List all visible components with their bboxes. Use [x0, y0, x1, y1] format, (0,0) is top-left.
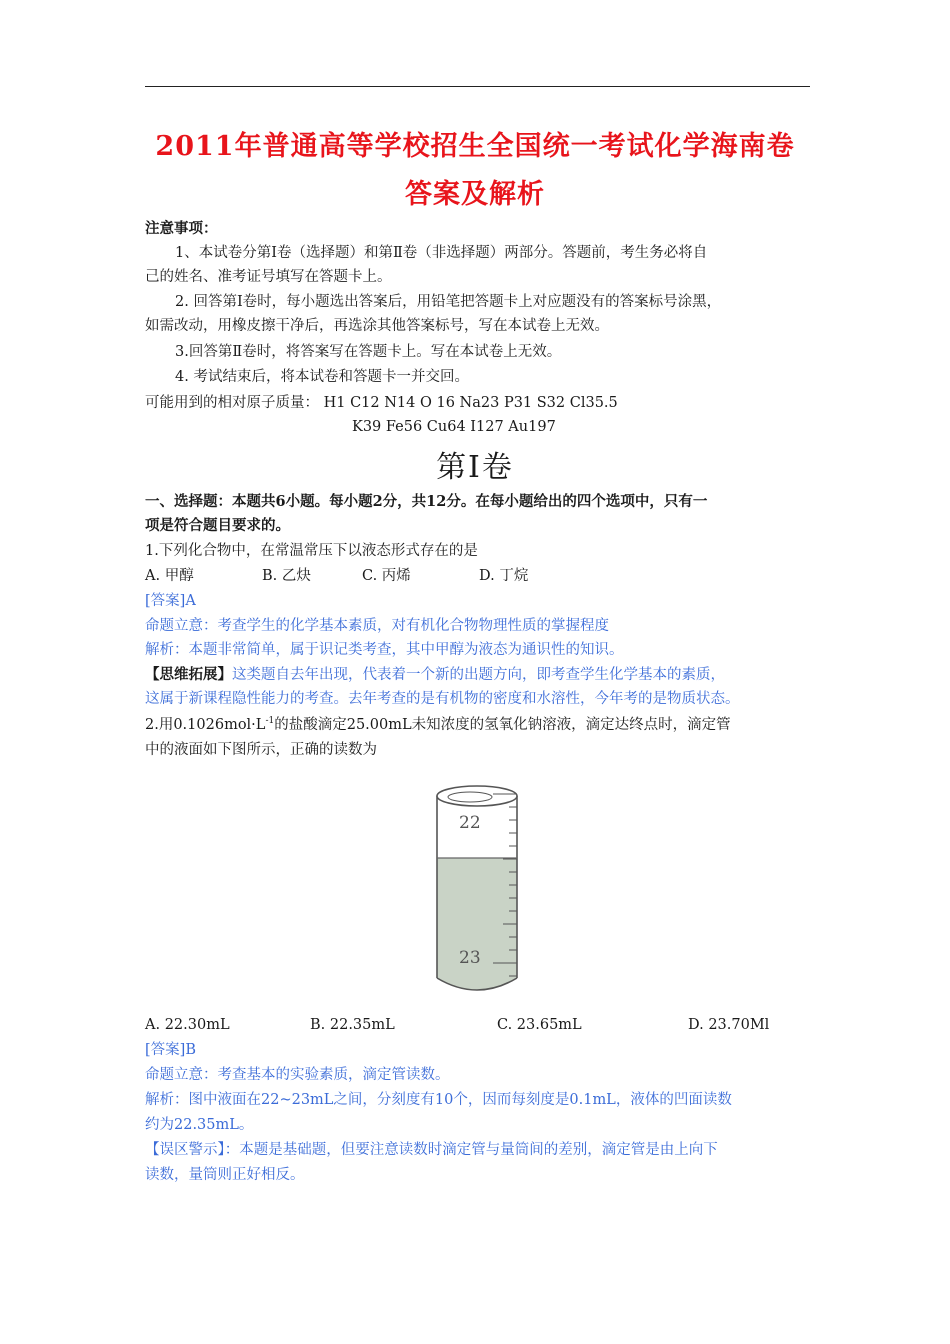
notice-heading: 注意事项： — [145, 220, 218, 237]
q2-answer: [答案]B — [145, 1042, 196, 1058]
q1-intent: 命题立意：考查学生的化学基本素质，对有机化合物物理性质的掌握程度 — [145, 618, 609, 634]
q1-extension-line1 — [145, 665, 810, 685]
q2-analysis-line1: 解析：图中液面在22~23mL之间，分刻度有10个，因而每刻度是0.1mL，液体的凹面读数 — [145, 1092, 732, 1108]
notice-line4: 4. 考试结束后，将本试卷和答题卡一并交回。 — [175, 369, 469, 385]
atomic-mass-line1: 可能用到的相对原子质量： H1 C12 N14 O 16 Na23 P31 S32 Cl35.5 — [145, 395, 618, 411]
notice-line2: 2. 回答第Ⅰ卷时，每小题选出答案后，用铅笔把答题卡上对应题没有的答案标号涂黑， — [175, 294, 722, 310]
q2-intent: 命题立意：考查基本的实验素质，滴定管读数。 — [145, 1067, 450, 1083]
q1-option-d: D. 丁烷 — [479, 568, 529, 584]
q2-warning-line1 — [145, 1140, 810, 1160]
q1-extension-line2: 这属于新课程隐性能力的考查。去年考查的是有机物的密度和水溶性，今年考的是物质状态。 — [145, 691, 740, 707]
q2-stem-superscript: -1 — [265, 716, 275, 727]
q2-warning-text1: ：本题是基础题，但要注意读数时滴定管与量筒间的差别，滴定管是由上向下 — [224, 1142, 718, 1158]
section-instruction-line2: 项是符合题目要求的。 — [145, 517, 290, 534]
q2-stem-part2: 的盐酸滴定25.00mL未知浓度的氢氧化钠溶液，滴定达终点时，滴定管 — [274, 717, 731, 733]
atomic-mass-line2: K39 Fe56 Cu64 I127 Au197 — [352, 419, 556, 435]
q2-warning-tag: 【误区警示】 — [145, 1142, 225, 1158]
q1-answer: [答案]A — [145, 593, 196, 609]
burette-label-22: 22 — [459, 813, 481, 833]
q2-stem-line1 — [145, 715, 810, 735]
q2-analysis-line2: 约为22.35mL。 — [145, 1117, 254, 1133]
q2-option-c: C. 23.65mL — [497, 1017, 582, 1033]
q2-option-a: A. 22.30mL — [145, 1017, 230, 1033]
volume-heading: 第Ⅰ卷 — [436, 450, 514, 485]
notice-line1: 1、本试卷分第Ⅰ卷（选择题）和第Ⅱ卷（非选择题）两部分。答题前，考生务必将自 — [175, 245, 708, 261]
q2-option-d: D. 23.70Ml — [688, 1017, 770, 1033]
notice-line2b: 如需改动，用橡皮擦干净后，再选涂其他答案标号，写在本试卷上无效。 — [145, 318, 609, 334]
burette-figure — [425, 780, 535, 1000]
section-instruction-line1: 一、选择题：本题共6小题。每小题2分，共12分。在每小题给出的四个选项中，只有一 — [145, 493, 708, 510]
q1-stem: 1.下列化合物中，在常温常压下以液态形式存在的是 — [145, 543, 478, 559]
q1-analysis: 解析：本题非常简单，属于识记类考查，其中甲醇为液态为通识性的知识。 — [145, 642, 624, 658]
q1-extension-text1: 这类题自去年出现，代表着一个新的出题方向，即考查学生化学基本的素质， — [232, 667, 725, 683]
q1-option-a: A. 甲醇 — [145, 568, 194, 584]
q1-option-b: B. 乙炔 — [262, 568, 311, 584]
notice-line3: 3.回答第Ⅱ卷时，将答案写在答题卡上。写在本试卷上无效。 — [175, 344, 562, 360]
q1-extension-tag: 【思维拓展】 — [145, 666, 232, 683]
q2-option-b: B. 22.35mL — [310, 1017, 395, 1033]
q2-stem-line2: 中的液面如下图所示，正确的读数为 — [145, 742, 377, 758]
q2-stem-part1: 2.用0.1026mol·L — [145, 717, 266, 733]
q1-option-c: C. 丙烯 — [362, 568, 411, 584]
q2-warning-line2: 读数，量筒则正好相反。 — [145, 1167, 305, 1183]
burette-label-23: 23 — [459, 948, 481, 968]
doc-title-line2: 答案及解析 — [405, 179, 545, 210]
notice-line1b: 己的姓名、准考证号填写在答题卡上。 — [145, 269, 392, 285]
doc-title-line1: 2011年普通高等学校招生全国统一考试化学海南卷 — [155, 131, 795, 162]
header-rule — [145, 86, 810, 87]
